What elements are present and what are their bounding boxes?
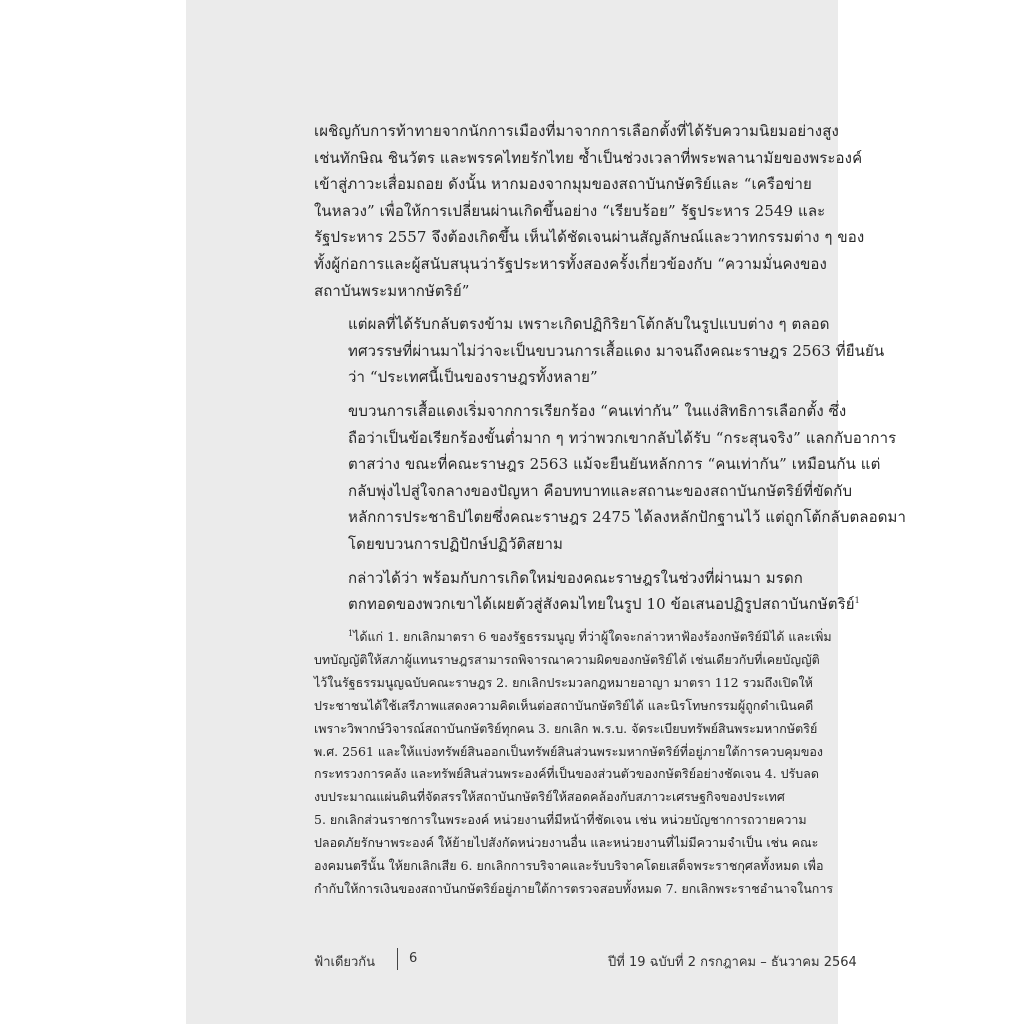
journal-title: ฟ้าเดียวกัน bbox=[314, 955, 376, 970]
text-line: กลับพุ่งไปสู่ใจกลางของปัญหา คือบทบาทและสถานะของสถาบันกษัตริย์ที่ขัดกับ bbox=[348, 481, 853, 500]
footnote-line: ปลอดภัยรักษาพระองค์ ให้ย้ายไปสังกัดหน่วยงานอื่น และหน่วยงานที่ไม่มีความจำเป็น เช่น คณะ bbox=[314, 835, 819, 851]
text-line: แต่ผลที่ได้รับกลับตรงข้าม เพราะเกิดปฏิกิริยาโต้กลับในรูปแบบต่าง ๆ ตลอด bbox=[348, 315, 830, 334]
body-text bbox=[314, 118, 984, 625]
text-line: รัฐประหาร 2557 จึงต้องเกิดขึ้น เห็นได้ชัดเจนผ่านสัญลักษณ์และวาทกรรมต่าง ๆ ของ bbox=[314, 228, 865, 247]
footnote-line: พ.ศ. 2561 และให้แบ่งทรัพย์สินออกเป็นทรัพย์สินส่วนพระมหากษัตริย์ที่อยู่ภายใต้การควบคุมของ bbox=[314, 743, 824, 759]
text-line: ตาสว่าง ขณะที่คณะราษฎร 2563 แม้จะยืนยันหลักการ “คนเท่ากัน” เหมือนกัน แต่ bbox=[348, 455, 881, 474]
footnote-line: เพราะวิพากษ์วิจารณ์สถาบันกษัตริย์ทุกคน 3. ยกเลิก พ.ร.บ. จัดระเบียบทรัพย์สินพระมหากษัตริย์ bbox=[314, 720, 818, 736]
paragraph bbox=[314, 118, 984, 304]
footnote-line: องคมนตรีนั้น ให้ยกเลิกเสีย 6. ยกเลิกการบริจาคและรับบริจาคโดยเสด็จพระราชกุศลทั้งหมด เพื่อ bbox=[314, 858, 824, 874]
text-line: ในหลวง” เพื่อให้การเปลี่ยนผ่านเกิดขึ้นอย่าง “เรียบร้อย” รัฐประหาร 2549 และ bbox=[314, 201, 826, 220]
footnote-line bbox=[314, 626, 984, 649]
text-line: หลักการประชาธิปไตยซึ่งคณะราษฎร 2475 ได้ลงหลักปักฐานไว้ แต่ถูกโต้กลับตลอดมา bbox=[348, 508, 907, 527]
footnote-line: กำกับให้การเงินของสถาบันกษัตริย์อยู่ภายใต้การตรวจสอบทั้งหมด 7. ยกเลิกพระราชอำนาจในการ bbox=[314, 880, 834, 896]
footnote-line: บทบัญญัติให้สภาผู้แทนราษฎรสามารถพิจารณาความผิดของกษัตริย์ได้ เช่นเดียวกับที่เคยบัญญัติ bbox=[314, 651, 820, 667]
text-line: ขบวนการเสื้อแดงเริ่มจากการเรียกร้อง “คนเท่ากัน” ในแง่สิทธิการเลือกตั้ง ซึ่ง bbox=[348, 401, 847, 420]
footnote-block bbox=[314, 626, 984, 901]
page-number: 6 bbox=[409, 951, 418, 966]
book-page bbox=[186, 0, 907, 1024]
text-line: ตกทอดของพวกเขาได้เผยตัวสู่สังคมไทยในรูป 10 ข้อเสนอปฏิรูปสถาบันกษัตริย์$^1$ bbox=[348, 595, 860, 614]
text-line: โดยขบวนการปฏิปักษ์ปฏิวัติสยาม bbox=[348, 534, 563, 553]
footnote-marker: 1 bbox=[854, 596, 860, 606]
text-line: ว่า “ประเทศนี้เป็นของราษฎรทั้งหลาย” bbox=[348, 368, 598, 387]
footer-divider bbox=[397, 948, 398, 970]
text-line: สถาบันพระมหากษัตริย์” bbox=[314, 281, 470, 300]
footnote-number: 1 bbox=[348, 628, 354, 638]
text-line: ทั้งผู้ก่อการและผู้สนับสนุนว่ารัฐประหารทั้งสองครั้งเกี่ยวข้องกับ “ความมั่นคงของ bbox=[314, 254, 827, 273]
text-line: เช่นทักษิณ ชินวัตร และพรรคไทยรักไทย ซ้ำเป็นช่วงเวลาที่พระพลานามัยของพระองค์ bbox=[314, 148, 863, 167]
paragraph bbox=[314, 311, 984, 391]
text-line: ถือว่าเป็นข้อเรียกร้องขั้นต่ำมาก ๆ ทว่าพวกเขากลับได้รับ “กระสุนจริง” แลกกับอาการ bbox=[348, 428, 897, 447]
footnote-line: ประชาชนได้ใช้เสรีภาพแสดงความคิดเห็นต่อสถาบันกษัตริย์ได้ และนิรโทษกรรมผู้ถูกดำเนินคดี bbox=[314, 697, 814, 713]
text-line: กล่าวได้ว่า พร้อมกับการเกิดใหม่ของคณะราษฎรในช่วงที่ผ่านมา มรดก bbox=[348, 568, 803, 587]
footnote-line: กระทรวงการคลัง และทรัพย์สินส่วนพระองค์ที่เป็นของส่วนตัวของกษัตริย์อย่างชัดเจน 4. ปรับลด bbox=[314, 766, 819, 782]
footnote-line: 5. ยกเลิกส่วนราชการในพระองค์ หน่วยงานที่มีหน้าที่ชัดเจน เช่น หน่วยบัญชาการถวายความ bbox=[314, 812, 807, 828]
footnote-text: ได้แก่ 1. ยกเลิกมาตรา 6 ของรัฐธรรมนูญ ที่ว่าผู้ใดจะกล่าวหาฟ้องร้องกษัตริย์มิได้ และเพิ่ม bbox=[353, 629, 832, 644]
text-line: เผชิญกับการท้าทายจากนักการเมืองที่มาจากการเลือกตั้งที่ได้รับความนิยมอย่างสูง bbox=[314, 122, 839, 140]
paragraph bbox=[314, 398, 984, 558]
text-line: เข้าสู่ภาวะเสื่อมถอย ดังนั้น หากมองจากมุมของสถาบันกษัตริย์และ “เครือข่าย bbox=[314, 175, 812, 194]
paragraph bbox=[314, 565, 984, 618]
footnote-line: งบประมาณแผ่นดินที่จัดสรรให้สถาบันกษัตริย์ให้สอดคล้องกับสภาวะเศรษฐกิจของประเทศ bbox=[314, 789, 785, 805]
issue-info: ปีที่ 19 ฉบับที่ 2 กรกฎาคม – ธันวาคม 2564 bbox=[608, 955, 857, 970]
footnote-line: ไว้ในรัฐธรรมนูญฉบับคณะราษฎร 2. ยกเลิกประมวลกฎหมายอาญา มาตรา 112 รวมถึงเปิดให้ bbox=[314, 674, 813, 690]
text-line: ทศวรรษที่ผ่านมาไม่ว่าจะเป็นขบวนการเสื้อแดง มาจนถึงคณะราษฎร 2563 ที่ยืนยัน bbox=[348, 341, 885, 360]
